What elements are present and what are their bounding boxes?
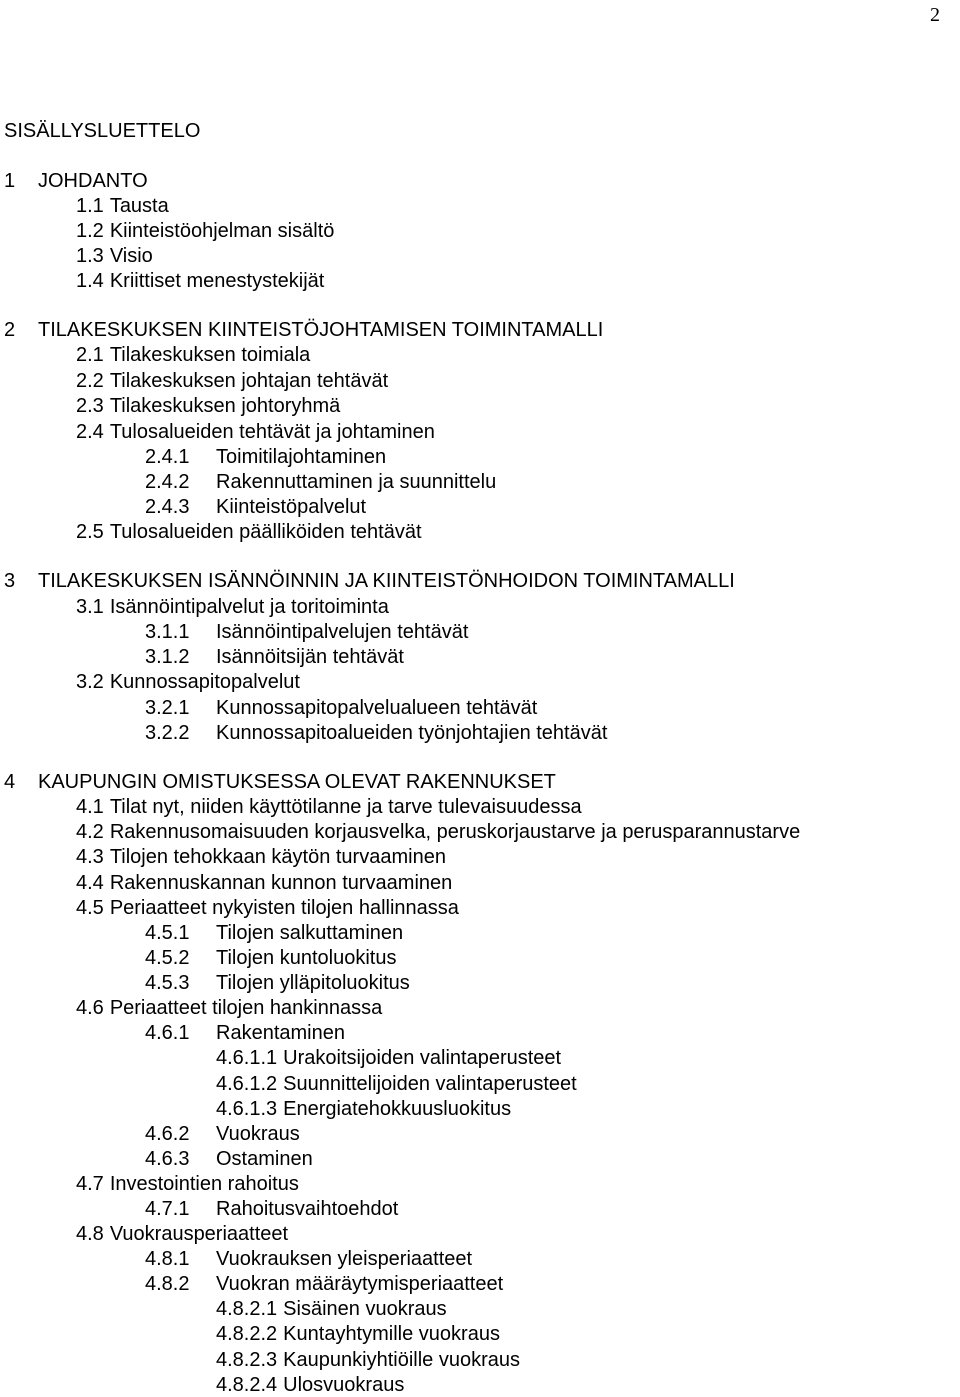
toc-entry-number: 4.8.2.3 [216, 1349, 278, 1371]
toc-entry-text: Kiinteistöpalvelut [216, 496, 367, 518]
toc-entry-number: 4.7 [76, 1173, 104, 1195]
toc-entry-number: 4.8 [76, 1223, 104, 1245]
toc-entry [76, 996, 382, 1020]
toc-entry-number: 4.6 [76, 997, 104, 1019]
toc-title: SISÄLLYSLUETTELO [4, 120, 201, 142]
toc-entry [145, 1122, 300, 1146]
toc-entry [76, 670, 300, 694]
toc-entry [216, 1348, 520, 1372]
toc-entry-number: 3 [4, 570, 16, 592]
toc-entry-number: 1.2 [76, 220, 104, 242]
toc-entry [76, 896, 459, 920]
toc-entry-text: Ostaminen [216, 1148, 313, 1170]
toc-entry [76, 369, 388, 393]
toc-entry-number: 4.5.2 [145, 947, 190, 969]
toc-entry-text: Tulosalueiden tehtävät ja johtaminen [109, 421, 435, 443]
toc-entry [76, 820, 800, 844]
toc-entry-number: 3.2 [76, 671, 104, 693]
toc-entry-number: 4.8.2.1 [216, 1298, 278, 1320]
toc-entry [145, 1021, 345, 1045]
toc-entry-number: 4.5 [76, 897, 104, 919]
toc-entry-text: Kunnossapitopalvelualueen tehtävät [216, 697, 538, 719]
toc-entry-text: Tilat nyt, niiden käyttötilanne ja tarve tulevaisuudessa [109, 796, 582, 818]
page-number: 2 [930, 4, 940, 26]
toc-entry [4, 569, 735, 593]
toc-entry-text: Vuokraus [216, 1123, 300, 1145]
toc-entry [145, 696, 537, 720]
toc-entry [76, 795, 582, 819]
toc-entry-text: Rakennusomaisuuden korjausvelka, peruskorjaustarve ja perusparannustarve [109, 821, 801, 843]
toc-entry-number: 4.6.2 [145, 1123, 190, 1145]
toc-entry [145, 1147, 313, 1171]
toc-entry [145, 470, 496, 494]
toc-entry-text: Kiinteistöohjelman sisältö [109, 220, 335, 242]
toc-entry [145, 445, 386, 469]
toc-entry-text: Rakennuttaminen ja suunnittelu [216, 471, 497, 493]
toc-entry [145, 495, 366, 519]
toc-entry-number: 3.1.2 [145, 646, 190, 668]
toc-entry [76, 845, 446, 869]
toc-entry-number: 2.3 [76, 395, 104, 417]
toc-entry-text: Investointien rahoitus [109, 1173, 299, 1195]
toc-entry [76, 219, 334, 243]
toc-entry [145, 721, 607, 745]
toc-entry-number: 4.6.1.2 [216, 1073, 278, 1095]
toc-entry-number: 3.1.1 [145, 621, 190, 643]
toc-entry-number: 4 [4, 771, 16, 793]
toc-entry-text: Rakennuskannan kunnon turvaaminen [109, 872, 453, 894]
toc-entry [145, 620, 468, 644]
toc-entry-number: 2.4.2 [145, 471, 190, 493]
toc-entry-number: 4.1 [76, 796, 104, 818]
toc-entry [216, 1072, 577, 1096]
toc-entry [76, 394, 340, 418]
toc-entry-number: 4.7.1 [145, 1198, 190, 1220]
toc-entry-text: Ulosvuokraus [283, 1374, 405, 1396]
toc-entry-text: Tilojen ylläpitoluokitus [216, 972, 410, 994]
toc-entry [76, 871, 452, 895]
toc-entry [76, 1172, 299, 1196]
toc-entry-number: 1.4 [76, 270, 104, 292]
toc-entry-number: 2.4.1 [145, 446, 190, 468]
toc-entry-number: 4.6.1 [145, 1022, 190, 1044]
toc-entry-text: JOHDANTO [38, 170, 148, 192]
toc-entry-text: Periaatteet tilojen hankinnassa [109, 997, 383, 1019]
toc-entry-number: 1.1 [76, 195, 104, 217]
toc-entry-number: 4.8.2.2 [216, 1323, 278, 1345]
toc-entry-text: Vuokran määräytymisperiaatteet [216, 1273, 504, 1295]
toc-entry-number: 4.5.3 [145, 972, 190, 994]
toc-entry [216, 1297, 447, 1321]
toc-entry-text: Kriittiset menestystekijät [109, 270, 325, 292]
toc-entry-number: 4.8.2.4 [216, 1374, 278, 1396]
toc-entry-number: 4.4 [76, 872, 104, 894]
toc-entry [76, 194, 169, 218]
toc-entry-text: Tilakeskuksen toimiala [109, 344, 311, 366]
toc-entry-number: 2 [4, 319, 16, 341]
toc-entry-text: Toimitilajohtaminen [216, 446, 387, 468]
toc-entry-number: 2.1 [76, 344, 104, 366]
toc-entry [76, 269, 324, 293]
toc-entry-text: Tilakeskuksen johtoryhmä [109, 395, 341, 417]
toc-entry-number: 4.5.1 [145, 922, 190, 944]
toc-entry-text: Suunnittelijoiden valintaperusteet [283, 1073, 577, 1095]
toc-entry-number: 4.8.1 [145, 1248, 190, 1270]
toc-entry-text: Vuokrauksen yleisperiaatteet [216, 1248, 473, 1270]
toc-entry-number: 4.2 [76, 821, 104, 843]
toc-entry-number: 2.4 [76, 421, 104, 443]
toc-entry [76, 595, 389, 619]
toc-entry-text: Tilojen kuntoluokitus [216, 947, 397, 969]
toc-entry-text: Kunnossapitoalueiden työnjohtajien tehtävät [216, 722, 608, 744]
toc-entry [4, 169, 148, 193]
toc-entry [145, 1197, 398, 1221]
toc-entry-number: 3.2.2 [145, 722, 190, 744]
toc-entry-text: TILAKESKUKSEN KIINTEISTÖJOHTAMISEN TOIMINTAMALLI [38, 319, 604, 341]
toc-entry [76, 520, 422, 544]
toc-entry-number: 1 [4, 170, 16, 192]
toc-entry-text: Tilakeskuksen johtajan tehtävät [109, 370, 389, 392]
toc-entry-text: Urakoitsijoiden valintaperusteet [283, 1047, 562, 1069]
toc-entry-text: Kunnossapitopalvelut [109, 671, 300, 693]
toc-entry-text: Isännöitsijän tehtävät [216, 646, 404, 668]
toc-entry [76, 1222, 288, 1246]
toc-entry [4, 770, 556, 794]
toc-entry-number: 3.2.1 [145, 697, 190, 719]
toc-entry-number: 2.5 [76, 521, 104, 543]
toc-entry [145, 1272, 503, 1296]
toc-entry-text: Kuntayhtymille vuokraus [283, 1323, 500, 1345]
toc-entry-number: 2.2 [76, 370, 104, 392]
toc-entry-number: 4.6.1.1 [216, 1047, 278, 1069]
toc-entry-text: Isännöintipalvelut ja toritoiminta [109, 596, 389, 618]
toc-entry [145, 971, 410, 995]
toc-entry-number: 3.1 [76, 596, 104, 618]
toc-entry [76, 343, 310, 367]
toc-entry [216, 1097, 511, 1121]
toc-entry-number: 4.3 [76, 846, 104, 868]
toc-entry [216, 1373, 404, 1397]
toc-entry-number: 4.6.3 [145, 1148, 190, 1170]
toc-entry-number: 2.4.3 [145, 496, 190, 518]
toc-entry-text: Kaupunkiyhtiöille vuokraus [283, 1349, 520, 1371]
toc-entry-text: Rakentaminen [216, 1022, 345, 1044]
toc-entry [145, 921, 403, 945]
toc-entry-text: KAUPUNGIN OMISTUKSESSA OLEVAT RAKENNUKSET [38, 771, 556, 793]
toc-entry-text: Isännöintipalvelujen tehtävät [216, 621, 469, 643]
toc-entry-text: Periaatteet nykyisten tilojen hallinnassa [109, 897, 459, 919]
toc-entry-text: Tausta [109, 195, 169, 217]
toc-entry [76, 244, 153, 268]
toc-entry-text: TILAKESKUKSEN ISÄNNÖINNIN JA KIINTEISTÖNHOIDON TOIMINTAMALLI [38, 570, 735, 592]
toc-entry-text: Tilojen tehokkaan käytön turvaaminen [109, 846, 446, 868]
toc-entry [145, 645, 404, 669]
toc-entry-text: Visio [109, 245, 153, 267]
toc-entry [145, 946, 396, 970]
toc-entry-number: 4.8.2 [145, 1273, 190, 1295]
toc-entry [76, 420, 435, 444]
toc-entry [4, 318, 603, 342]
toc-entry [216, 1046, 561, 1070]
toc-entry-number: 1.3 [76, 245, 104, 267]
toc-entry [216, 1322, 500, 1346]
toc-entry-text: Tilojen salkuttaminen [216, 922, 404, 944]
toc-entry [145, 1247, 472, 1271]
toc-entry-text: Sisäinen vuokraus [283, 1298, 447, 1320]
toc-entry-text: Vuokrausperiaatteet [109, 1223, 289, 1245]
toc-entry-text: Tulosalueiden päälliköiden tehtävät [109, 521, 422, 543]
toc-entry-text: Energiatehokkuusluokitus [283, 1098, 512, 1120]
toc-entry-text: Rahoitusvaihtoehdot [216, 1198, 399, 1220]
toc-entry-number: 4.6.1.3 [216, 1098, 278, 1120]
